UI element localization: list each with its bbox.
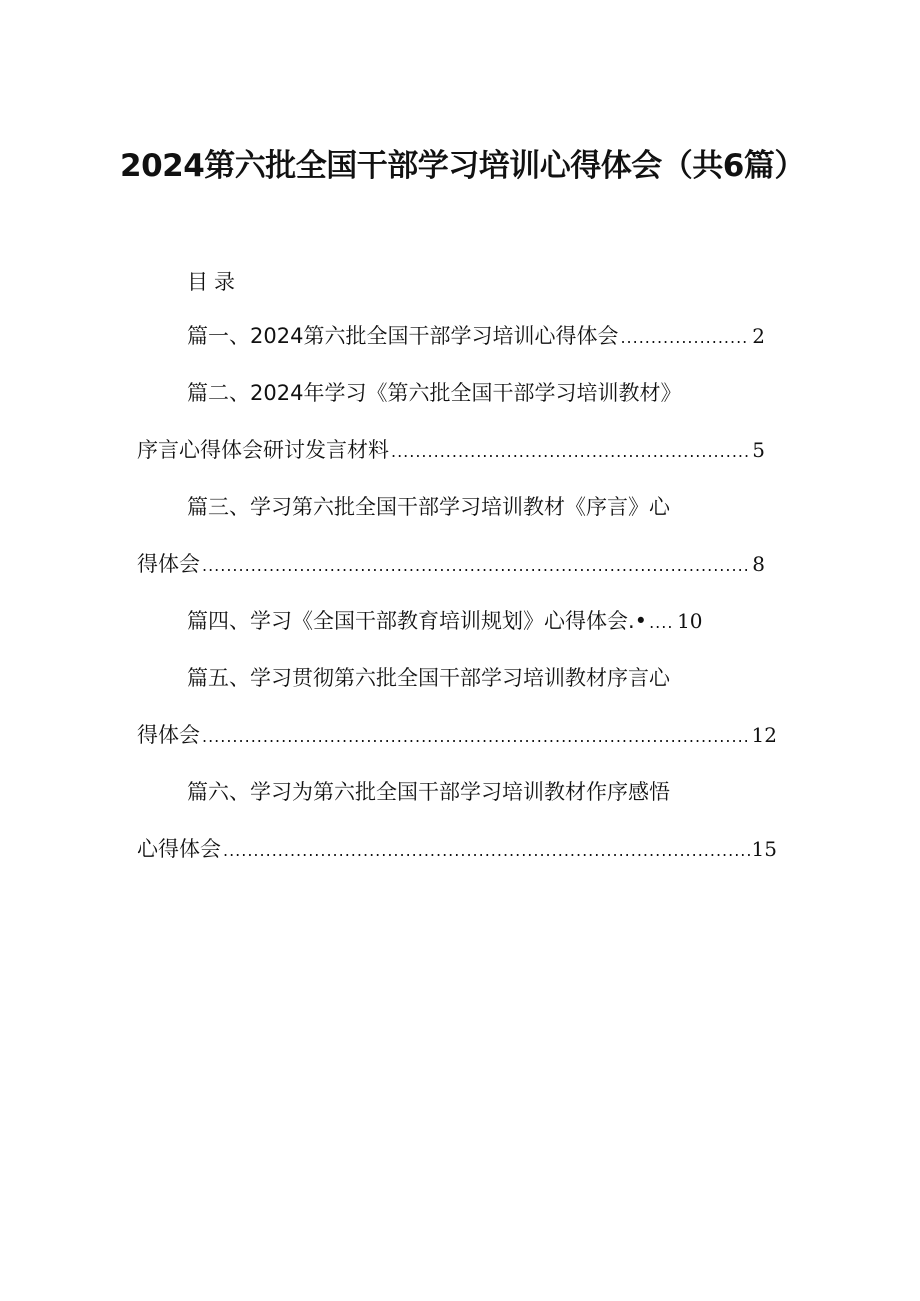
toc-entry-title: 序言心得体会研讨发言材料	[137, 438, 389, 462]
toc-entry-2[interactable]	[137, 434, 765, 468]
toc-heading: 目录	[187, 270, 241, 294]
toc-entry-2-line1[interactable]: 篇二、2024年学习《第六批全国干部学习培训教材》	[187, 381, 682, 405]
toc-entry-title: 篇四、学习《全国干部教育培训规划》心得体会.•	[187, 609, 648, 633]
toc-page-number: 2	[752, 324, 765, 348]
toc-leader-dots	[202, 721, 750, 753]
toc-leader-dots	[223, 835, 750, 867]
toc-entry-title: 心得体会	[137, 837, 221, 861]
toc-entry-title: 篇一、2024第六批全国干部学习培训心得体会	[187, 324, 619, 348]
toc-page-number: 8	[752, 552, 765, 576]
toc-leader-dots	[620, 322, 750, 354]
toc-entry-4[interactable]	[187, 605, 733, 639]
toc-entry-6[interactable]	[137, 833, 777, 867]
toc-leader-dots	[391, 436, 750, 468]
toc-entry-5-line1[interactable]: 篇五、学习贯彻第六批全国干部学习培训教材序言心	[187, 666, 670, 690]
toc-page-number: 10	[677, 609, 703, 633]
toc-entry-title: 得体会	[137, 552, 200, 576]
toc-entry-title: 得体会	[137, 723, 200, 747]
toc-entry-5[interactable]	[137, 719, 777, 753]
toc-page-number: 5	[752, 438, 765, 462]
toc-leader-dots	[649, 607, 675, 639]
page-title: 2024第六批全国干部学习培训心得体会（共6篇）	[120, 148, 805, 184]
toc-page-number: 12	[751, 723, 777, 747]
toc-page-number: 15	[751, 837, 777, 861]
toc-entry-3[interactable]	[137, 548, 765, 582]
toc-leader-dots	[202, 550, 750, 582]
toc-entry-3-line1[interactable]: 篇三、学习第六批全国干部学习培训教材《序言》心	[187, 495, 670, 519]
toc-entry-6-line1[interactable]: 篇六、学习为第六批全国干部学习培训教材作序感悟	[187, 780, 670, 804]
toc-entry-1[interactable]	[187, 320, 765, 354]
